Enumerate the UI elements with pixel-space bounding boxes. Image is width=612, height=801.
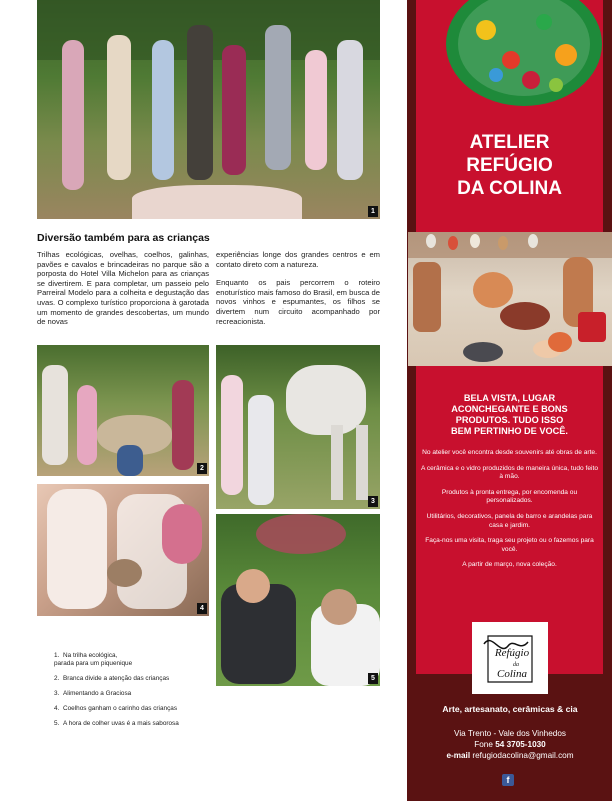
photo-number: 4 — [197, 603, 207, 614]
sidebar-info-list — [420, 449, 599, 577]
email-line — [410, 750, 610, 761]
caption-item: 4. Coelhos ganham o carinho das crianças — [54, 705, 178, 712]
photo-number: 1 — [368, 206, 378, 217]
sidebar-tagline: BELA VISTA, LUGAR ACONCHEGANTE E BONS PRODUTOS. TUDO ISSO BEM PERTINHO DE VOCÊ. — [451, 393, 568, 436]
sidebar-title: ATELIER REFÚGIO DA COLINA — [457, 132, 562, 199]
svg-text:Colina: Colina — [497, 668, 527, 680]
caption-item: 5. A hora de colher uvas é a mais saborosa — [54, 720, 179, 727]
article-column-left — [37, 250, 209, 327]
svg-text:Refúgio: Refúgio — [494, 647, 530, 659]
article-paragraph: Trilhas ecológicas, ovelhas, coelhos, galinhas, pavões e cavalos e brincadeiras no parque são a porposta do Hotel Villa Michelon para as crianças se divertirem. E para completar, um passeio pelo Parreiral Modelo para a colheita e degustação das uvas. O complexo turístico proporciona à garotada um momento de grandes descobertas, um mundo de novas — [37, 250, 209, 327]
info-item: No atelier você encontra desde souvenirs até obras de arte. — [422, 449, 597, 456]
photo-number: 3 — [368, 496, 378, 507]
email-address: refugiodacolina@gmail.com — [472, 751, 574, 760]
photo-number: 5 — [368, 673, 378, 684]
atelier-logo — [472, 622, 548, 694]
photo-children-sheep — [37, 345, 209, 476]
contact-info — [410, 728, 610, 761]
sidebar-slogan: Arte, artesanato, cerâmicas & cia — [442, 704, 578, 714]
photo-children-picnic — [37, 0, 380, 219]
article-title: Diversão também para as crianças — [37, 232, 210, 244]
phone-label: Fone — [474, 740, 493, 749]
article-column-right — [216, 250, 380, 326]
photo-number: 2 — [197, 463, 207, 474]
photo-captions — [54, 652, 214, 735]
info-item: Produtos à pronta entrega, por encomenda ou personalizados. — [441, 488, 578, 505]
caption-item: 3. Alimentando a Graciosa — [54, 690, 132, 697]
caption-item: 2. Branca divide a atenção das crianças — [54, 675, 170, 682]
logo-graphic — [472, 622, 548, 694]
address: Via Trento - Vale dos Vinhedos — [454, 729, 566, 738]
svg-text:da: da — [513, 662, 519, 668]
photo-picking-grapes — [216, 514, 380, 686]
photo-children-rabbit — [37, 484, 209, 616]
glass-bowl-graphic — [416, 0, 603, 120]
info-item: Faça-nos uma visita, traga seu projeto ou o fazemos para você. — [425, 537, 594, 553]
info-item: A cerâmica e o vidro produzidos de maneira única, tudo feito à mão. — [420, 464, 599, 481]
photo-feeding-horse — [216, 345, 380, 509]
phone-line — [410, 739, 610, 750]
article-paragraph: Enquanto os pais percorrem o roteiro enoturístico mais famoso do Brasil, em busca de novos vinhos e espumantes, os filhos se divertem num circuito acompanhado por recreacionista. — [216, 278, 380, 326]
ceramics-photo — [408, 232, 612, 366]
facebook-icon[interactable]: f — [502, 774, 514, 786]
email-label: e-mail — [446, 751, 471, 760]
caption-item: 1. Na trilha ecológica, parada para um piquenique — [54, 652, 133, 667]
glass-art-photo — [416, 0, 603, 232]
info-item: A partir de março, nova coleção. — [462, 561, 557, 569]
article-paragraph: experiências longe dos grandes centros e em contato direto com a natureza. — [216, 250, 380, 269]
phone-number: 54 3705-1030 — [495, 740, 546, 749]
info-item: Utilitários, decorativos, panela de barro e arandelas para casa e jardim. — [426, 512, 593, 529]
